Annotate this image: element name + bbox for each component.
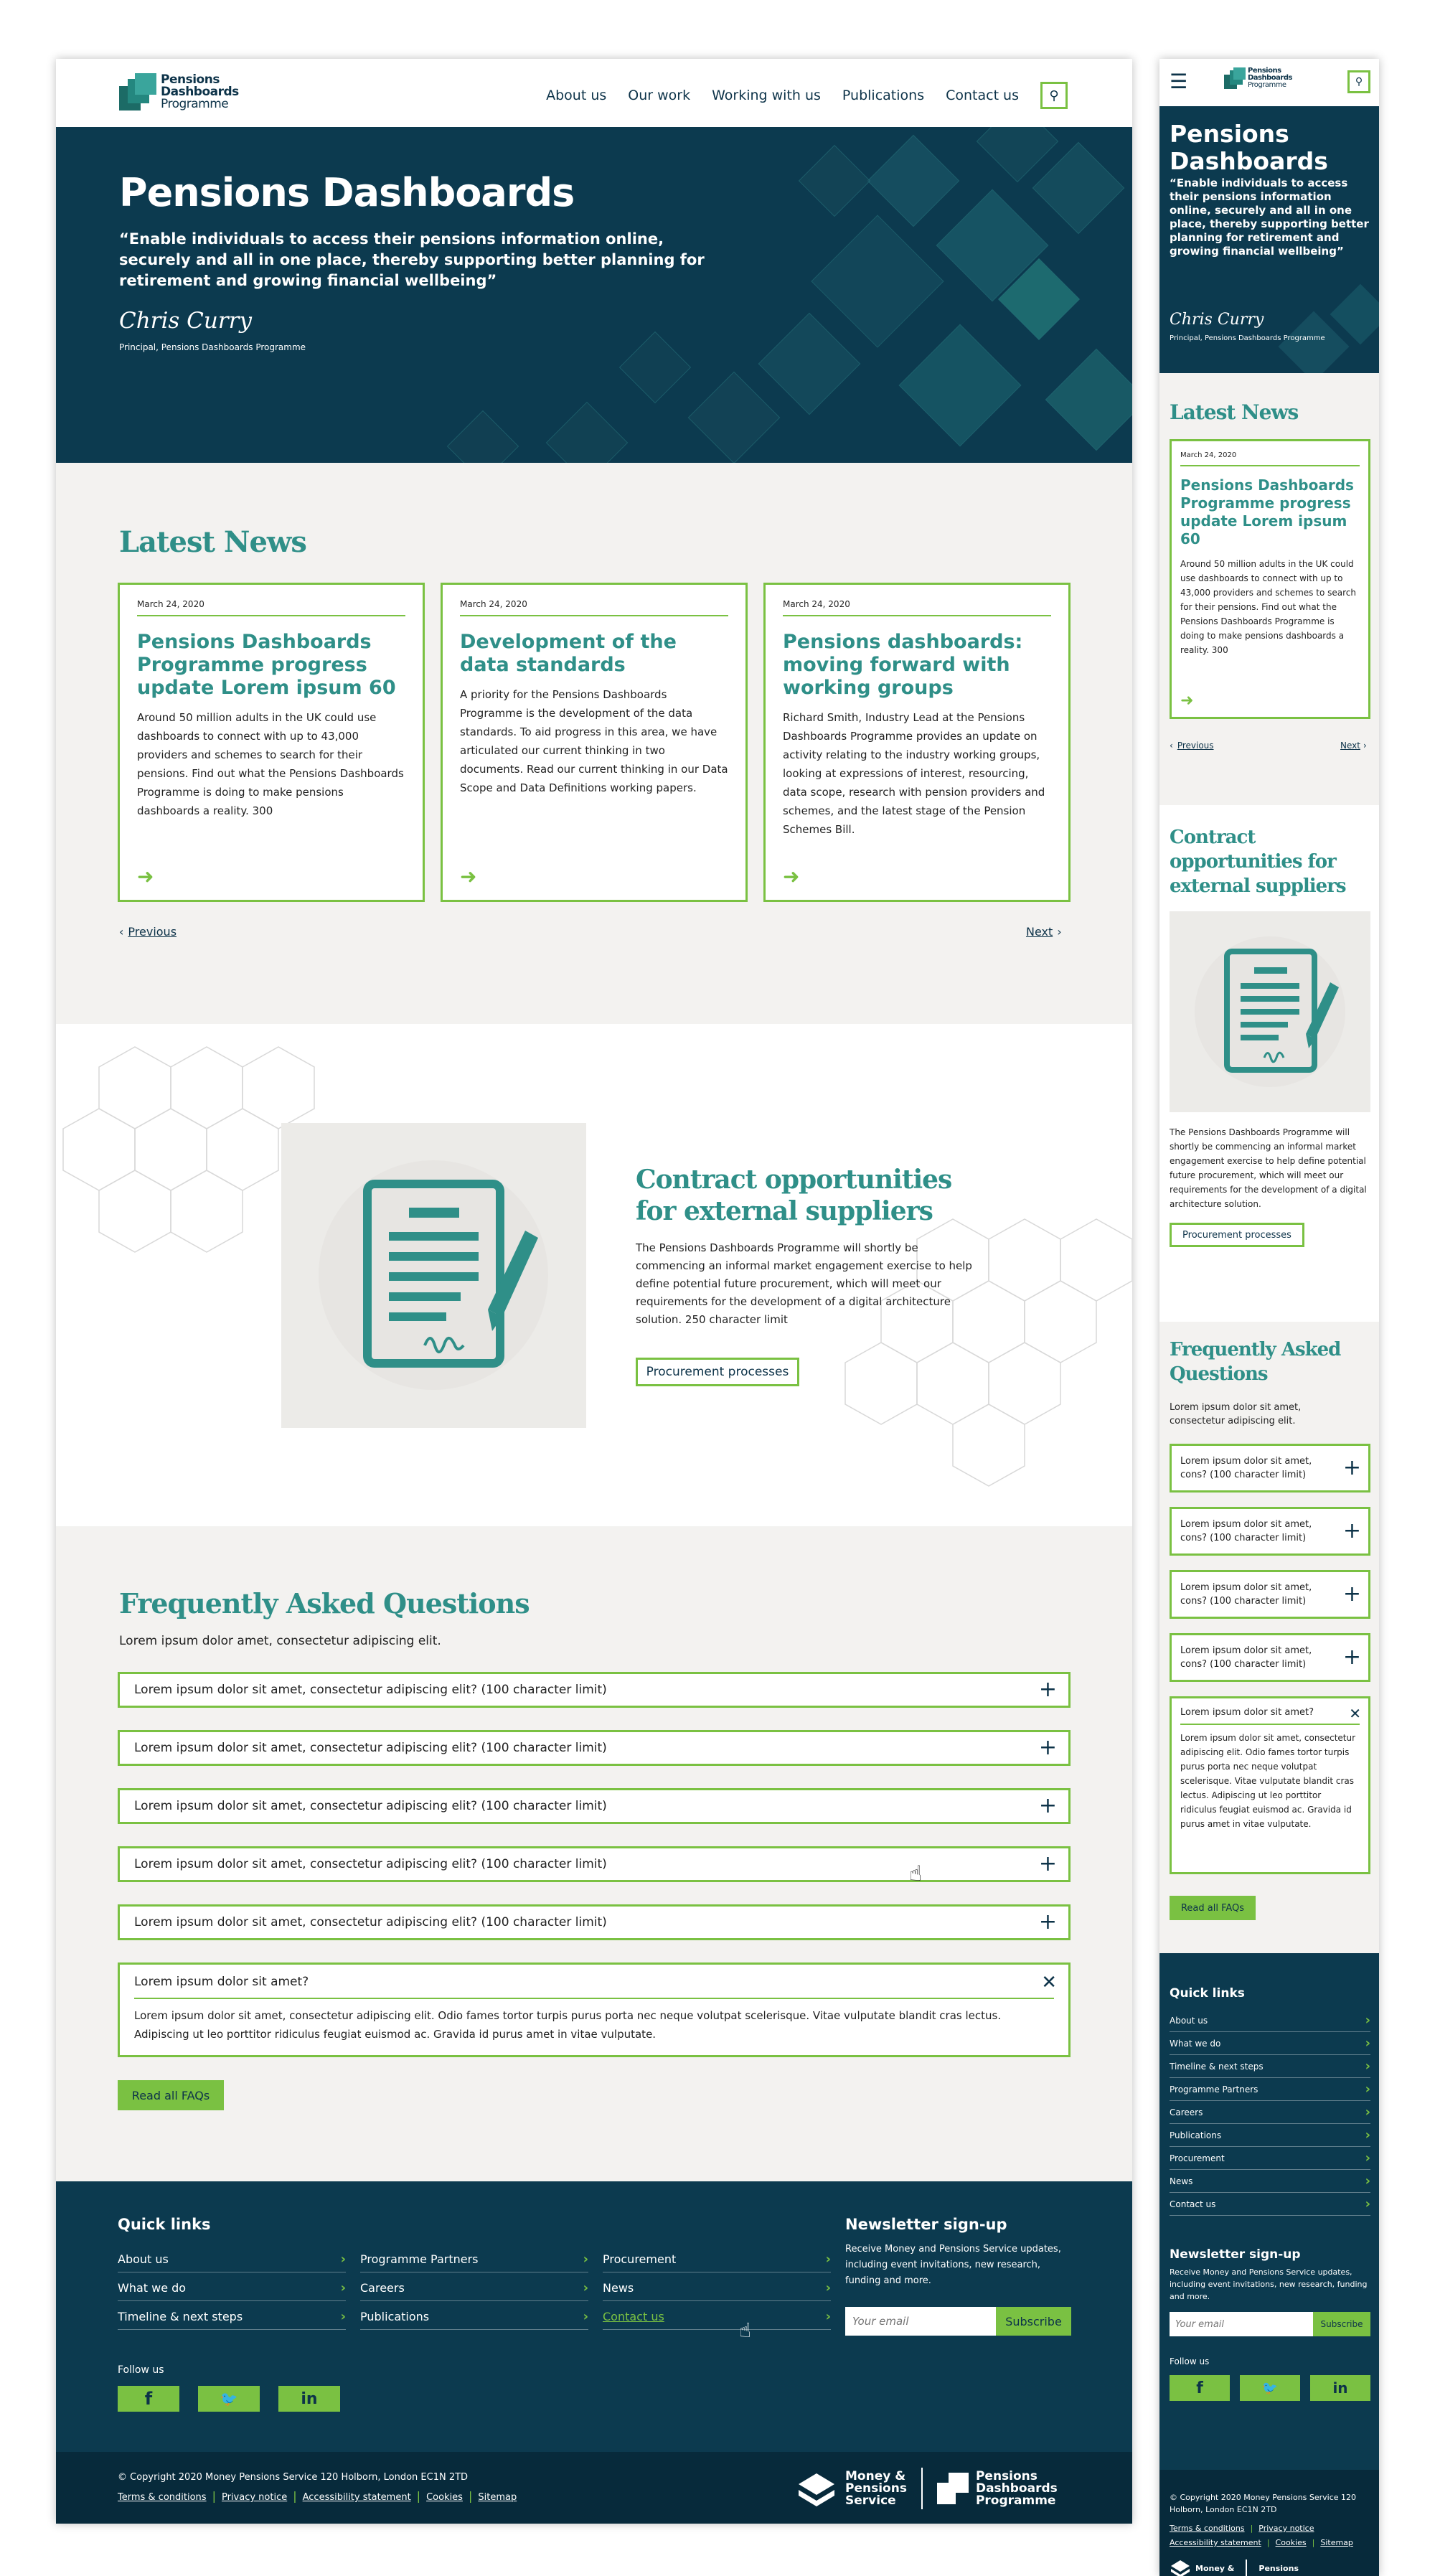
footer-link[interactable] (360, 2304, 588, 2330)
contract-title: Contract opportunities for external suppliers (636, 1165, 952, 1226)
footer-link-label: What we do (118, 2281, 187, 2295)
chevron-left-icon: ‹ (119, 925, 124, 939)
faq-question: Lorem ipsum dolor sit amet, consectetur adipiscing elit? (100 character limit) (134, 1799, 607, 1813)
subscribe-button[interactable]: Subscribe (996, 2307, 1071, 2336)
news-date: March 24, 2020 (1180, 451, 1360, 466)
quick-links-title: Quick links (118, 2216, 211, 2233)
footer-link[interactable] (1170, 2101, 1370, 2124)
signature-role: Principal, Pensions Dashboards Programme (1170, 334, 1325, 342)
news-title[interactable]: Pensions Dashboards Programme progress update Lorem ipsum 60 (1180, 476, 1354, 547)
logo-text-2: Dashboards (161, 84, 239, 99)
email-input[interactable] (1170, 2312, 1313, 2336)
footer-link-label: News (603, 2281, 634, 2295)
chevron-right-icon: › (1365, 2082, 1370, 2097)
copyright: © Copyright 2020 Money Pensions Service 120 Holborn, London EC1N 2TD (118, 2472, 469, 2483)
chevron-right-icon: › (1365, 2128, 1370, 2143)
read-all-faqs-button[interactable]: Read all FAQs (118, 2080, 224, 2110)
footer-link-label: News (1170, 2176, 1193, 2186)
news-title[interactable]: Pensions Dashboards Programme progress update Lorem ipsum 60 (137, 631, 396, 699)
logo-divider (1246, 2559, 1247, 2576)
faq-item[interactable] (1170, 1570, 1370, 1619)
copyright: © Copyright 2020 Money Pensions Service 120 Holborn, London EC1N 2TD (1170, 2493, 1357, 2514)
faq-question: Lorem ipsum dolor sit amet, cons? (100 character limit) (1180, 1582, 1312, 1607)
pager-previous[interactable] (1170, 741, 1214, 751)
contract-body: The Pensions Dashboards Programme will shortly be commencing an informal market engagement exercise to help define potential future procurement, which will meet our requirements for the development of a digital architecture solution. 250 character limit (636, 1241, 972, 1326)
footer-link[interactable] (360, 2247, 588, 2272)
footer-link-label: Publications (360, 2310, 430, 2323)
plus-icon[interactable]: + (1342, 1645, 1361, 1670)
signature-role: Principal, Pensions Dashboards Programme (119, 342, 306, 352)
hand-cursor-icon: ☝ (909, 1861, 923, 1886)
footer-link[interactable] (1170, 2124, 1370, 2147)
plus-icon[interactable]: + (1038, 1735, 1057, 1760)
sitemap-link[interactable]: Sitemap (478, 2492, 517, 2503)
logo-text-1: Pensions (1258, 2563, 1299, 2573)
faq-item[interactable] (1170, 1633, 1370, 1682)
privacy-link[interactable]: Privacy notice (221, 2492, 288, 2503)
procurement-button[interactable]: Procurement processes (636, 1358, 799, 1386)
mps-logo[interactable] (795, 2468, 1058, 2509)
news-title[interactable]: Development of the data standards (460, 631, 677, 676)
logo-mark-icon (1224, 67, 1246, 89)
faq-item[interactable] (118, 1846, 1071, 1886)
chevron-right-icon: › (583, 2252, 588, 2267)
plus-icon[interactable]: + (1038, 1677, 1057, 1702)
chevron-right-icon: › (1365, 2013, 1370, 2028)
document-signing-icon (1170, 911, 1370, 1112)
newsletter-title: Newsletter sign-up (1170, 2247, 1301, 2262)
footer-link-label: Programme Partners (360, 2252, 479, 2266)
mps-logo-icon (1170, 2559, 1191, 2576)
footer-link[interactable] (1170, 2009, 1370, 2032)
faq-question: Lorem ipsum dolor sit amet, consectetur adipiscing elit? (100 character limit) (134, 1741, 607, 1755)
logo-text-2: Dashboards (975, 2481, 1058, 2496)
faq-answer: Lorem ipsum dolor sit amet, consectetur adipiscing elit. Odio fames tortor turpis purus porta nec neque volutpat scelerisque. Vitae vulputate blandit cras lectus. Adipiscing ut leo porttitor ridiculus feugiat euismod ac. Gravida id purus amet in vitae vulputate. (1180, 1733, 1356, 1829)
chevron-right-icon: › (1365, 2173, 1370, 2189)
cookies-link[interactable]: Cookies (426, 2492, 463, 2503)
footer-link-label: Programme Partners (1170, 2084, 1258, 2095)
news-body: Around 50 million adults in the UK could use dashboards to connect with up to 43,000 providers and schemes to search for their pensions. Find out what the Pensions Dashboards Programme is doing to make pensions dashboards a reality. 300 (1180, 559, 1356, 655)
search-icon: ⚲ (1049, 88, 1059, 103)
chevron-right-icon: › (1365, 2036, 1370, 2051)
nav-contact-us[interactable]: Contact us (946, 88, 1019, 103)
hand-cursor-icon: ☝ (739, 2318, 752, 2342)
pager-previous[interactable] (119, 925, 177, 939)
desktop-page (56, 59, 1132, 2524)
mps-text-1: Money & (1195, 2563, 1235, 2573)
footer-link-label: Careers (360, 2281, 405, 2295)
footer-link[interactable] (1170, 2193, 1370, 2216)
hero-banner (56, 127, 1132, 463)
document-signing-icon (281, 1123, 586, 1428)
logo-text-3: Programme (1248, 81, 1286, 89)
procurement-button[interactable]: Procurement processes (1170, 1223, 1304, 1247)
plus-icon[interactable]: + (1038, 1909, 1057, 1935)
logo-text-3: Programme (975, 2493, 1056, 2508)
plus-icon[interactable]: + (1038, 1851, 1057, 1876)
footer-link[interactable] (603, 2247, 831, 2272)
faq-intro: Lorem ipsum dolor amet, consectetur adipiscing elit. (119, 1634, 441, 1648)
contract-title: Contract opportunities for external suppliers (1170, 827, 1346, 897)
signature: Chris Curry (119, 308, 253, 334)
linkedin-icon[interactable]: in (1310, 2375, 1370, 2401)
news-card[interactable] (441, 583, 748, 902)
footer-link-label: Careers (1170, 2107, 1203, 2117)
logo-text-2: Dashboards (1248, 74, 1292, 82)
news-date: March 24, 2020 (460, 599, 728, 616)
footer-link-label: What we do (1170, 2038, 1221, 2049)
arrow-right-icon[interactable]: ➜ (460, 865, 477, 888)
contract-body: The Pensions Dashboards Programme will shortly be commencing an informal market engagement exercise to help define potential future procurement, which will meet our requirements for the development of a digital architecture solution. (1170, 1127, 1367, 1209)
nav-about-us[interactable]: About us (546, 88, 607, 103)
footer-link[interactable] (118, 2304, 346, 2330)
nav-working-with-us[interactable]: Working with us (712, 88, 821, 103)
faq-item[interactable] (118, 1730, 1071, 1766)
logo-mark-icon (937, 2473, 969, 2504)
news-card[interactable] (118, 583, 425, 902)
chevron-right-icon: › (1365, 2105, 1370, 2120)
faq-item[interactable] (118, 1788, 1071, 1824)
facebook-icon[interactable]: f (118, 2386, 179, 2412)
arrow-right-icon[interactable]: ➜ (1180, 692, 1194, 710)
close-icon[interactable]: ✕ (1041, 1972, 1057, 1993)
faq-question: Lorem ipsum dolor sit amet? (1180, 1707, 1360, 1725)
footer-link[interactable] (1170, 2170, 1370, 2193)
footer-link-label: About us (118, 2252, 169, 2266)
pdp-logo[interactable] (1224, 67, 1292, 89)
footer-link[interactable] (1170, 2032, 1370, 2055)
latest-news-title: Latest News (119, 525, 306, 559)
mps-logo-icon (795, 2470, 838, 2507)
terms-link[interactable]: Terms & conditions (118, 2492, 207, 2503)
faq-question: Lorem ipsum dolor sit amet, consectetur adipiscing elit? (100 character limit) (134, 1915, 607, 1929)
chevron-right-icon: › (340, 2280, 346, 2295)
chevron-left-icon: ‹ (1170, 741, 1173, 751)
news-date: March 24, 2020 (137, 599, 405, 616)
chevron-right-icon: › (583, 2309, 588, 2324)
accessibility-link[interactable]: Accessibility statement (302, 2492, 411, 2503)
faq-item-open[interactable] (118, 1962, 1071, 2057)
faq-question: Lorem ipsum dolor sit amet, consectetur adipiscing elit? (100 character limit) (134, 1683, 607, 1697)
hamburger-menu-icon[interactable]: ☰ (1170, 70, 1188, 93)
chevron-right-icon: › (825, 2280, 831, 2295)
faq-question: Lorem ipsum dolor sit amet? (134, 1975, 1054, 1999)
footer-link[interactable] (118, 2275, 346, 2301)
faq-item[interactable] (1170, 1507, 1370, 1556)
search-button[interactable] (1347, 70, 1370, 93)
arrow-right-icon[interactable]: ➜ (137, 865, 154, 888)
subscribe-button[interactable]: Subscribe (1313, 2312, 1370, 2336)
cookies-link[interactable]: Cookies (1275, 2538, 1307, 2547)
faq-question: Lorem ipsum dolor sit amet, cons? (100 character limit) (1180, 1456, 1312, 1480)
site-footer (56, 2181, 1132, 2452)
plus-icon[interactable]: + (1342, 1518, 1361, 1543)
next-link[interactable]: Next (1026, 925, 1053, 939)
accessibility-link[interactable]: Accessibility statement (1170, 2538, 1261, 2547)
logo-text-1: Pensions (161, 72, 220, 87)
chevron-right-icon: › (340, 2309, 346, 2324)
faq-item-open[interactable] (1170, 1696, 1370, 1874)
legal-links: Terms & conditions | Privacy notice | Accessibility statement | Cookies | Sitemap (118, 2489, 517, 2503)
newsletter-text: Receive Money and Pensions Service updates, including event invitations, new research, funding and more. (845, 2244, 1061, 2286)
chevron-right-icon: › (825, 2252, 831, 2267)
previous-link[interactable]: Previous (1177, 741, 1214, 751)
legal-links: Terms & conditions | Privacy notice Accessibility statement | Cookies | Sitemap (1170, 2524, 1353, 2547)
arrow-right-icon[interactable]: ➜ (783, 865, 800, 888)
logo-mark-icon (119, 73, 156, 111)
pdp-logo[interactable] (119, 73, 239, 111)
newsletter-title: Newsletter sign-up (845, 2216, 1007, 2233)
email-input[interactable] (845, 2307, 996, 2336)
pager-next[interactable] (1340, 741, 1367, 751)
logo-text-1: Pensions (1248, 67, 1281, 75)
close-icon[interactable]: ✕ (1349, 1705, 1361, 1722)
follow-us-label: Follow us (118, 2364, 164, 2376)
faq-question: Lorem ipsum dolor sit amet, cons? (100 character limit) (1180, 1645, 1312, 1670)
footer-link-label: Contact us (1170, 2199, 1216, 2209)
mps-text-3: Service (845, 2493, 896, 2508)
next-link[interactable]: Next (1340, 741, 1360, 751)
plus-icon[interactable]: + (1342, 1455, 1361, 1480)
footer-link[interactable] (118, 2247, 346, 2272)
footer-link-label: About us (1170, 2015, 1208, 2026)
plus-icon[interactable]: + (1342, 1581, 1361, 1607)
faq-title: Frequently Asked Questions (1170, 1339, 1341, 1385)
hero-title: Pensions Dashboards (1170, 120, 1328, 175)
footer-link[interactable] (1170, 2055, 1370, 2078)
faq-item[interactable] (118, 1672, 1071, 1708)
search-button[interactable] (1040, 82, 1068, 109)
chevron-right-icon: › (1365, 2150, 1370, 2166)
logo-divider (921, 2468, 923, 2509)
mps-text-2: Pensions (845, 2481, 907, 2496)
footer-link[interactable] (1170, 2078, 1370, 2101)
latest-news-title: Latest News (1170, 400, 1299, 424)
footer-link-label: Contact us (603, 2310, 664, 2323)
twitter-icon[interactable]: 🐦 (1240, 2375, 1300, 2401)
mps-text-1: Money & (845, 2468, 906, 2483)
news-body: Around 50 million adults in the UK could use dashboards to connect with up to 43,000 providers and schemes to search for their pensions. Find out what the Pensions Dashboards Programme is doing to make pensions dashboards a reality. 300 (137, 711, 404, 817)
contract-image (281, 1123, 586, 1428)
hero-title: Pensions Dashboards (119, 170, 575, 215)
site-footer (1159, 1953, 1379, 2470)
previous-link[interactable]: Previous (128, 925, 177, 939)
follow-us-label: Follow us (1170, 2356, 1210, 2366)
footer-link-label: Timeline & next steps (118, 2310, 243, 2323)
linkedin-icon[interactable]: in (278, 2386, 340, 2412)
hero-quote: “Enable individuals to access their pensions information online, securely and all in one place, thereby supporting better planning for retirement and growing financial wellbeing” (119, 230, 705, 289)
plus-icon[interactable]: + (1038, 1793, 1057, 1818)
faq-question: Lorem ipsum dolor sit amet, consectetur adipiscing elit? (100 character limit) (134, 1857, 607, 1871)
faq-question: Lorem ipsum dolor sit amet, cons? (100 character limit) (1180, 1519, 1312, 1543)
faq-answer: Lorem ipsum dolor sit amet, consectetur adipiscing elit. Odio fames tortor turpis purus porta nec neque volutpat scelerisque. Vitae vulputate blandit cras lectus. Adipiscing ut leo porttitor ridiculus feugiat euismod ac. Gravida id purus amet in vitae vulputate. (134, 2009, 1002, 2041)
news-card[interactable] (763, 583, 1071, 902)
terms-link[interactable]: Terms & conditions (1170, 2524, 1245, 2533)
chevron-right-icon: › (825, 2309, 831, 2324)
footer-link-label: Timeline & next steps (1170, 2061, 1264, 2072)
faq-intro: Lorem ipsum dolor sit amet, consectetur adipiscing elit. (1170, 1402, 1302, 1426)
news-body: Richard Smith, Industry Lead at the Pensions Dashboards Programme provides an update on activity relating to the industry working groups, looking at expressions of interest, resourcing, data scope, research with pension providers and schemes, and the latest stage of the Pension Schemes Bill. (783, 711, 1045, 836)
signature: Chris Curry (1170, 311, 1264, 329)
footer-link[interactable] (1170, 2147, 1370, 2170)
pager-next[interactable] (1026, 925, 1062, 939)
chevron-right-icon: › (583, 2280, 588, 2295)
news-date: March 24, 2020 (783, 599, 1051, 616)
news-body: A priority for the Pensions Dashboards Programme is the development of the data standards. To aid progress in this area, we have articulated our current thinking in two documents. Read our current thinking in our Data Scope and Data Definitions working papers. (460, 688, 728, 794)
chevron-right-icon: › (1365, 2059, 1370, 2074)
footer-link-label: Procurement (603, 2252, 677, 2266)
faq-item[interactable] (1170, 1444, 1370, 1493)
chevron-right-icon: › (1365, 2196, 1370, 2211)
mps-logo[interactable] (1170, 2559, 1299, 2576)
footer-link[interactable] (360, 2275, 588, 2301)
search-icon: ⚲ (1355, 76, 1363, 88)
faq-item[interactable] (118, 1904, 1071, 1940)
sitemap-link[interactable]: Sitemap (1320, 2538, 1353, 2547)
mobile-header (1159, 59, 1379, 106)
mobile-hero (1159, 106, 1379, 373)
contract-section (56, 1024, 1132, 1526)
read-all-faqs-button[interactable]: Read all FAQs (1170, 1896, 1256, 1920)
quick-links-title: Quick links (1170, 1986, 1245, 2001)
footer-bottom (1159, 2470, 1379, 2576)
nav-our-work[interactable]: Our work (628, 88, 691, 103)
chevron-right-icon: › (1057, 925, 1062, 939)
contract-section (1159, 805, 1379, 1322)
chevron-right-icon: › (1363, 741, 1367, 751)
hero-quote: “Enable individuals to access their pensions information online, securely and all in one place, thereby supporting better planning for retirement and growing financial wellbeing” (1170, 177, 1369, 258)
contract-image (1170, 911, 1370, 1112)
logo-text-3: Programme (161, 96, 229, 111)
facebook-icon[interactable]: f (1170, 2375, 1230, 2401)
main-nav (546, 82, 1068, 109)
faq-title: Frequently Asked Questions (119, 1587, 530, 1620)
mobile-page (1159, 59, 1379, 2576)
newsletter-text: Receive Money and Pensions Service updates, including event invitations, new research, funding and more. (1170, 2267, 1368, 2301)
site-header (56, 59, 1132, 127)
footer-link[interactable] (603, 2275, 831, 2301)
footer-bottom (56, 2452, 1132, 2524)
chevron-right-icon: › (340, 2252, 346, 2267)
footer-link-label: Publications (1170, 2130, 1222, 2140)
news-card[interactable] (1170, 439, 1370, 719)
twitter-icon[interactable]: 🐦 (198, 2386, 260, 2412)
news-title[interactable]: Pensions dashboards: moving forward with working groups (783, 631, 1023, 699)
footer-link[interactable] (603, 2304, 831, 2342)
footer-link-label: Procurement (1170, 2153, 1225, 2163)
privacy-link[interactable]: Privacy notice (1258, 2524, 1314, 2533)
nav-publications[interactable]: Publications (842, 88, 925, 103)
logo-text-1: Pensions (975, 2468, 1038, 2483)
